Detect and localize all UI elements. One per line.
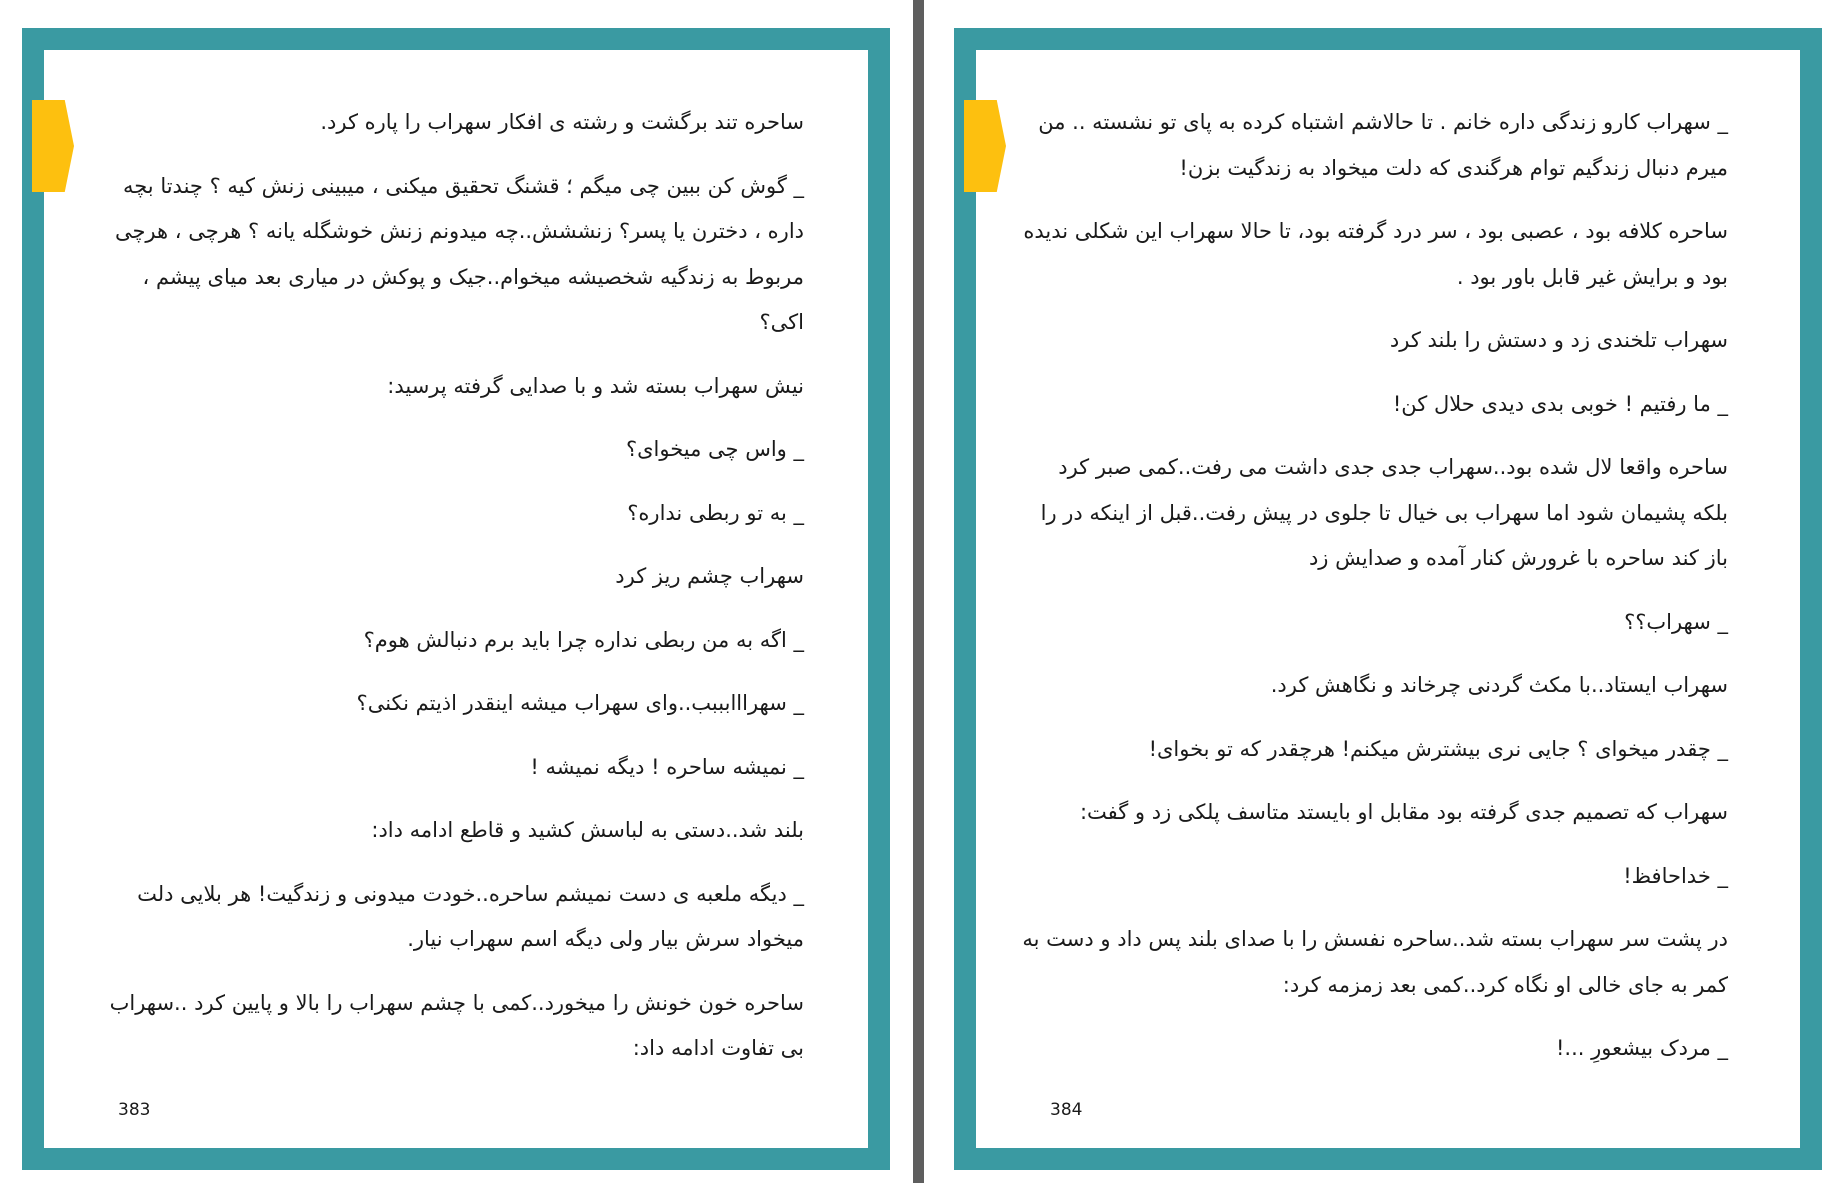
paragraph: _ گوش کن ببین چی میگم ؛ قشنگ تحقیق میکنی ، میبینی زنش کیه ؟ چندتا بچه داره ، دخترن یا پسر؟ زنششش..چه میدونم زنش خوشگله یانه ؟ هرچی ، هرچی مربوط به زندگیه شخصیشه میخوام..جیک و پوکش در میاری بعد میای پیشم ، اکی؟ — [114, 173, 804, 334]
paragraph: _ نمیشه ساحره ! دیگه نمیشه ! — [530, 754, 804, 779]
paragraph: بلند شد..دستی به لباسش کشید و قاطع ادامه داد: — [371, 818, 804, 842]
paragraph: ساحره خون خونش را میخورد..کمی با چشم سهراب را بالا و پایین کرد ..سهراب بی تفاوت ادامه داد: — [109, 990, 804, 1060]
page-gutter — [913, 0, 924, 1183]
paragraph: سهراب تلخندی زد و دستش را بلند کرد — [1389, 328, 1728, 352]
page-right — [954, 28, 1822, 1170]
paragraph: ساحره تند برگشت و رشته ی افکار سهراب را پاره کرد. — [320, 110, 804, 134]
paragraph: سهراب ایستاد..با مکث گردنی چرخاند و نگاهش کرد. — [1270, 673, 1728, 697]
paragraph: سهراب که تصمیم جدی گرفته بود مقابل او بایستد متاسف پلکی زد و گفت: — [1079, 800, 1728, 824]
bookmark-ribbon — [964, 100, 1006, 192]
paragraph: _ سهرااابببب..وای سهراب میشه اینقدر اذیتم نکنی؟ — [356, 691, 804, 715]
paragraph: _ واس چی میخوای؟ — [625, 437, 804, 461]
page-number: 384 — [1050, 1100, 1083, 1120]
paragraph: _ سهراب کارو زندگی داره خانم . تا حالاشم اشتباه کرده به پای تو نشسته .. من میرم دنبال زندگیم توام هرگندی که دلت میخواد به زندگیت بزن! — [1038, 110, 1728, 180]
paragraph: _ چقدر میخوای ؟ جایی نری بیشترش میکنم! هرچقدر که تو بخوای! — [1148, 736, 1728, 761]
paragraph: _ ما رفتیم ! خوبی بدی دیدی حلال کن! — [1392, 391, 1728, 416]
paragraph: نیش سهراب بسته شد و با صدایی گرفته پرسید: — [387, 373, 804, 398]
paragraph: در پشت سر سهراب بسته شد..ساحره نفسش را با صدای بلند پس داد و دست به کمر به جای خالی او نگاه کرد..کمی بعد زمزمه کرد: — [1022, 927, 1728, 997]
paragraph: _ مردک بیشعورِ ...! — [1556, 1036, 1728, 1060]
paragraph: ساحره کلافه بود ، عصبی بود ، سر درد گرفته بود، تا حالا سهراب این شکلی ندیده بود و برایش غیر قابل باور بود . — [1023, 219, 1728, 289]
paragraph: _ به تو ربطی نداره؟ — [627, 500, 804, 525]
page-text — [1018, 100, 1728, 1060]
bookmark-ribbon — [32, 100, 74, 192]
paragraph: _ دیگه ملعبه ی دست نمیشم ساحره..خودت میدونی و زندگیت! هر بلایی دلت میخواد سرش بیار ولی دیگه اسم سهراب نیار. — [137, 881, 804, 951]
paragraph: سهراب چشم ریز کرد — [615, 564, 804, 588]
paragraph: _ اگه به من ربطی نداره چرا باید برم دنبالش هوم؟ — [363, 627, 804, 652]
paragraph: _ خداحافظ! — [1623, 863, 1728, 888]
page-number: 383 — [118, 1100, 151, 1120]
page-text — [94, 100, 804, 1060]
paragraph: ساحره واقعا لال شده بود..سهراب جدی جدی داشت می رفت..کمی صبر کرد بلکه پشیمان شود اما سهراب بی خیال تا جلوی در پیش رفت..قبل از اینکه در را باز کند ساحره با غرورش کنار آمده و صدایش زد — [1040, 455, 1728, 570]
paragraph: _ سهراب؟؟ — [1624, 609, 1728, 634]
page-left — [22, 28, 890, 1170]
